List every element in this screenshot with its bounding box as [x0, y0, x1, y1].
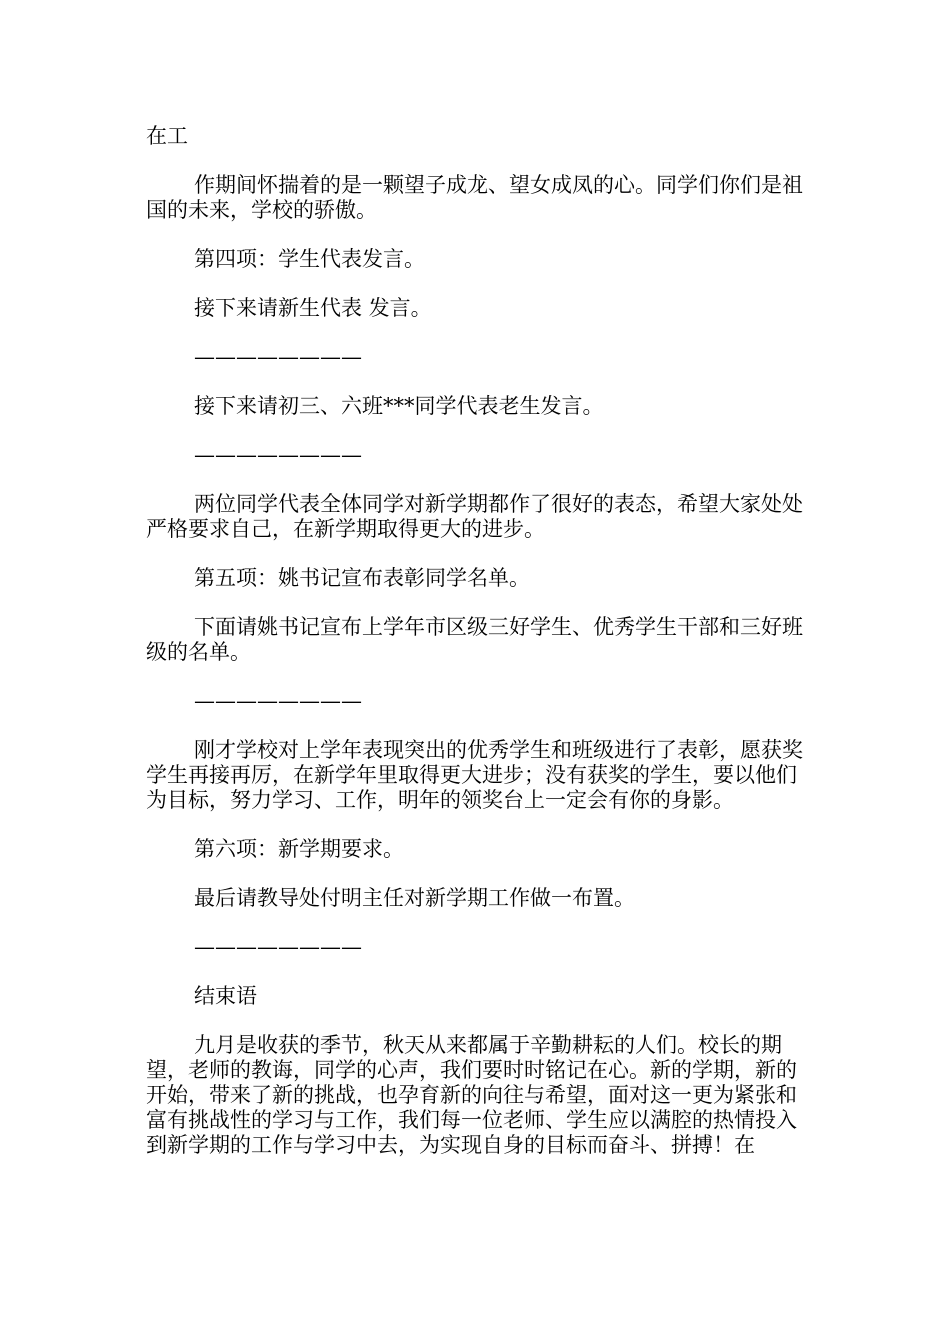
section-heading: 第六项：新学期要求。 [194, 837, 404, 861]
separator-line: ———————— [194, 345, 362, 369]
paragraph: 刚才学校对上学年表现突出的优秀学生和班级进行了表彰，愿获奖学生再接再厉，在新学年里取得更大进步；没有获奖的学生，要以他们为目标，努力学习、工作，明年的领奖台上一定会有你的身影。 [146, 738, 803, 812]
paragraph: 在工 [146, 124, 188, 148]
paragraph: 九月是收获的季节，秋天从来都属于辛勤耕耘的人们。校长的期望，老师的教诲，同学的心声，我们要时时铭记在心。新的学期，新的开始，带来了新的挑战，也孕育新的向往与希望，面对这一更为紧张和富有挑战性的学习与工作，我们每一位老师、学生应以满腔的热情投入到新学期的工作与学习中去，为实现自身的目标而奋斗、拼搏！在 [146, 1033, 797, 1157]
section-heading: 第五项：姚书记宣布表彰同学名单。 [194, 566, 530, 590]
paragraph: 作期间怀揣着的是一颗望子成龙、望女成凤的心。同学们你们是祖国的未来，学校的骄傲。 [146, 173, 803, 222]
paragraph: 下面请姚书记宣布上学年市区级三好学生、优秀学生干部和三好班级的名单。 [146, 615, 803, 664]
paragraph: 接下来请新生代表 发言。 [194, 296, 432, 320]
separator-line: ———————— [194, 689, 362, 713]
separator-line: ———————— [194, 935, 362, 959]
paragraph: 接下来请初三、六班***同学代表老生发言。 [194, 394, 604, 418]
document-body [146, 124, 806, 1182]
section-heading: 结束语 [194, 984, 257, 1008]
separator-line: ———————— [194, 443, 362, 467]
paragraph: 最后请教导处付明主任对新学期工作做一布置。 [194, 886, 635, 910]
section-heading: 第四项：学生代表发言。 [194, 247, 425, 271]
paragraph: 两位同学代表全体同学对新学期都作了很好的表态，希望大家处处严格要求自己，在新学期取得更大的进步。 [146, 492, 803, 541]
